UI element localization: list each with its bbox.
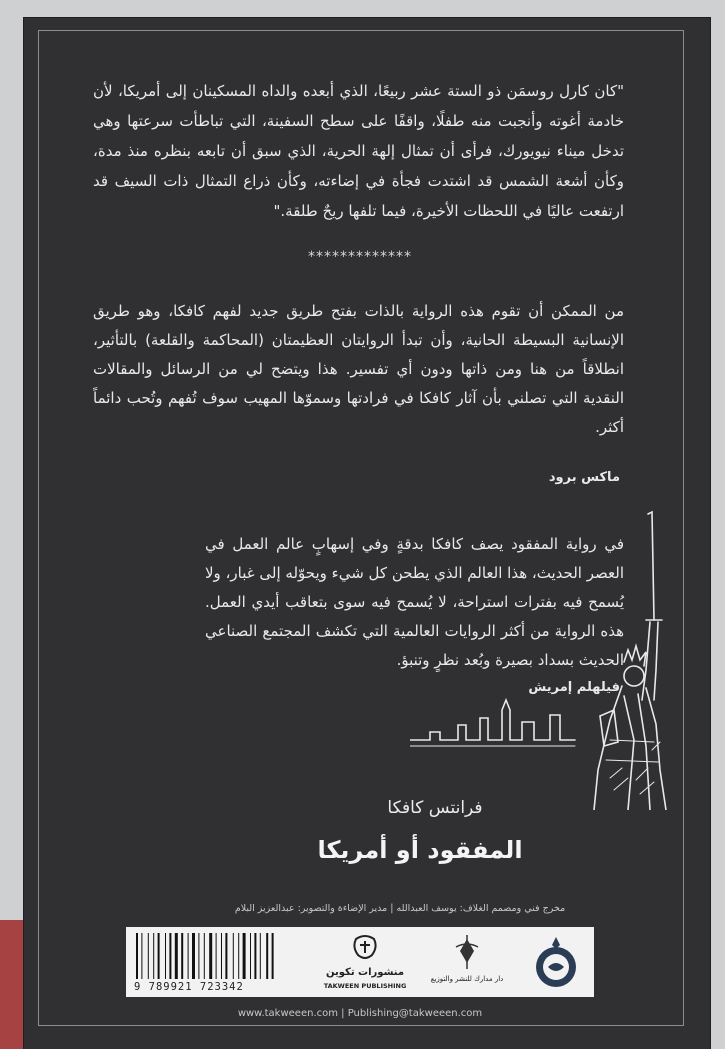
arab-publisher-name: دار مدارك للنشر والتوزيع — [430, 975, 504, 983]
rafidain-logo-icon — [526, 933, 586, 993]
emrich-signature: فيلهلم إمريش — [528, 680, 620, 695]
takween-logo-icon — [350, 933, 380, 965]
palm-emblem-icon — [428, 933, 506, 973]
publisher-strip — [126, 927, 594, 997]
emrich-paragraph: في رواية المفقود يصف كافكا بدقةٍ وفي إسهابٍ عالم العمل في العصر الحديث، هذا العالم الذي يطحن كل شيء ويحوّله إلى غبار، ولا يُسمح فيه بفترات استراحة، لا يُسمح فيه سوى بتعاقب أيدي العمل. هذه الرواية من أكثر الروايات العالمية التي تكشف المجتمع الصناعي الحديث بسداد بصيرة وبُعد نظرٍ وتنبؤ. — [205, 535, 624, 669]
takween-english-name: TAKWEEN PUBLISHING — [323, 982, 407, 990]
quote-paragraph: "كان كارل روسمَن ذو الستة عشر ربيعًا، الذي أبعده والداه المسكينان إلى أمريكا، لأن خادمة أغوته وأنجبت منه طفلًا، واقفًا على سطح السفينة، التي تباطأت سرعتها وهي تدخل ميناء نيويورك، فرأى أن تمثال إلهة الحرية، الذي سبق أن تابعه بنظره منذ مدة، وكأن أشعة الشمس قد اشتدت فجأة في إضاءته، وكأن ذراع التمثال ذات السيف قد ارتفعت عاليًا في اللحظات الأخيرة، فيما تلفها ريحٌ طلقة." — [93, 82, 624, 220]
takween-arabic-name: منشورات تكوين — [325, 967, 405, 978]
arab-publisher-logo — [428, 933, 506, 993]
takween-logo — [322, 933, 408, 993]
isbn-number: 9 789921 723342 — [134, 981, 244, 993]
brod-paragraph: من الممكن أن تقوم هذه الرواية بالذات بفتح طريق جديد لفهم كافكا، وهو طريق الإنسانية البسيطة الحانية، وأن تبدأ الروايتان العظيمتان (المحاكمة والقلعة) بالتأثير، انطلاقاً من هنا ومن ذاتها ودون أي تفسير. هذا ويتضح لي من الرسائل والمقالات النقدية التي تصلني بأن آثار كافكا في فرادتها وسموّها المهيب سوف تُفهم وتُحب دائماً أكثر. — [93, 302, 624, 436]
star-separator: ************* — [308, 249, 412, 265]
red-spine-edge — [0, 920, 24, 1049]
author-name: فرانتس كافكا — [387, 798, 483, 818]
book-title: المفقود أو أمريكا — [317, 836, 523, 864]
brod-signature: ماكس برود — [548, 470, 620, 485]
barcode — [134, 933, 302, 979]
design-credits: مخرج فني ومصمم الغلاف: يوسف العبدالله | مدير الإضاءة والتصوير: عبدالعزيز البلام — [234, 903, 566, 914]
contact-footer: www.takweeen.com | Publishing@takweeen.com — [237, 1008, 483, 1019]
